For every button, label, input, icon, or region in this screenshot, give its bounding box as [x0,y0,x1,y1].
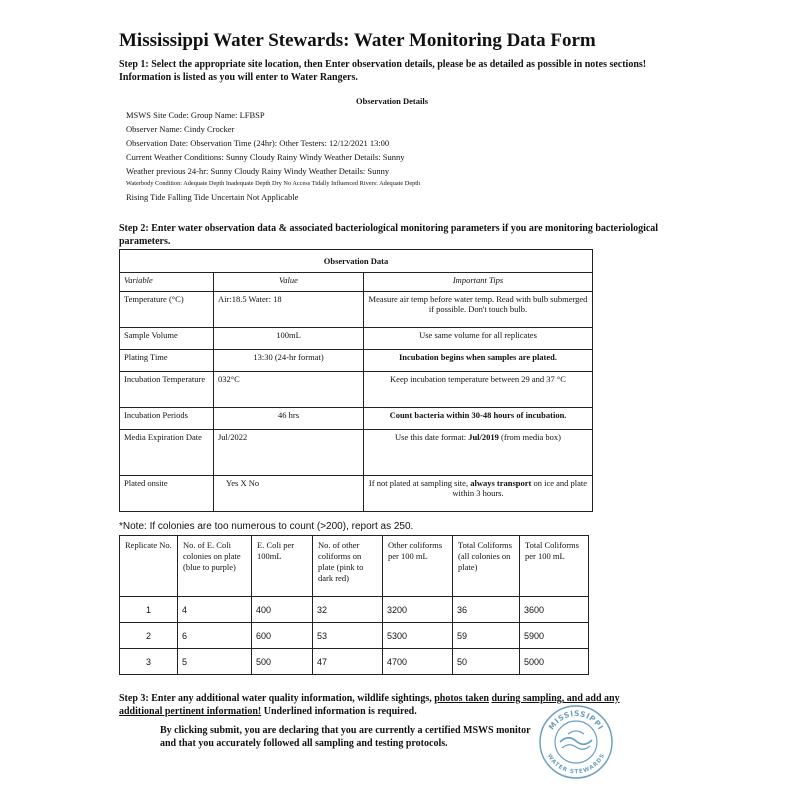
observation-data-table [119,249,593,512]
value-temperature[interactable]: Air:18.5 Water: 18 [214,292,364,328]
step3-text-end: Underlined information is required. [261,706,417,717]
variable-plating-time: Plating Time [120,350,214,372]
logo-wave-icon [560,738,592,745]
colony-count-note: *Note: If colonies are too numerous to count (>200), report as 250. [119,521,414,532]
other-coliforms-cell[interactable]: 53 [313,623,383,649]
header-important-tips: Important Tips [364,273,593,292]
tip-date-example: Jul/2019 [468,432,499,442]
other-coliforms-cell[interactable]: 32 [313,597,383,623]
logo-wave-icon [562,745,590,750]
total-per-100ml-cell[interactable]: 5900 [520,623,589,649]
other-coliforms-cell[interactable]: 47 [313,649,383,675]
tip-plating-bold: always transport [470,478,532,488]
total-coliforms-cell[interactable]: 36 [453,597,520,623]
value-incubation-periods[interactable]: 46 hrs [214,408,364,430]
value-media-expiration-date[interactable]: Jul/2022 [214,430,364,476]
total-coliforms-cell[interactable]: 59 [453,623,520,649]
detail-observation-date: Observation Date: Observation Time (24hr): Other Testers: 12/12/2021 13:00 [126,138,390,148]
variable-incubation-periods: Incubation Periods [120,408,214,430]
detail-current-weather: Current Weather Conditions: Sunny Cloudy Rainy Windy Weather Details: Sunny [126,152,405,162]
header-other-coliforms: No. of other coliforms on plate (pink to dark red) [313,536,383,597]
step3-required-info: during sampling, and add any additional pertinent information! [119,693,620,717]
value-plating-time[interactable]: 13:30 (24-hr format) [214,350,364,372]
certification-declaration: By clicking submit, you are declaring that you are currently a certified MSWS monitor and that you accurately followed all sampling and testing protocols. [160,725,531,749]
variable-plated-onsite: Plated onsite [120,476,214,512]
table-row [120,649,589,675]
ecoli-colonies-cell[interactable]: 4 [178,597,252,623]
tip-incubation-periods: Count bacteria within 30-48 hours of incubation. [364,408,593,430]
variable-media-expiration-date: Media Expiration Date [120,430,214,476]
step2-instructions: Step 2: Enter water observation data & associated bacteriological monitoring parameters if you are monitoring bacteriological parameters. [119,223,659,247]
replicate-number: 2 [120,623,178,649]
header-ecoli-colonies: No. of E. Coli colonies on plate (blue to purple) [178,536,252,597]
tip-plating-time: Incubation begins when samples are plated. [364,350,593,372]
ecoli-per-100ml-cell[interactable]: 400 [252,597,313,623]
variable-incubation-temperature: Incubation Temperature [120,372,214,408]
ecoli-colonies-cell[interactable]: 6 [178,623,252,649]
step3-text-start: Step 3: Enter any additional water quality information, wildlife sightings, [119,693,435,704]
step3-photos-taken: photos taken [434,693,489,704]
header-other-coliforms-per-100ml: Other coliforms per 100 mL [383,536,453,597]
tip-plating-suffix: on ice and plate within 3 hours. [452,478,588,498]
variable-sample-volume: Sample Volume [120,328,214,350]
tip-plated-onsite [364,476,593,512]
table-row [120,623,589,649]
replicate-number: 3 [120,649,178,675]
table-row [120,597,589,623]
total-coliforms-cell[interactable]: 50 [453,649,520,675]
tip-plating-prefix: If not plated at sampling site, [368,478,471,488]
detail-waterbody-condition: Waterbody Condition: Adequate Depth Inadequate Depth Dry No Access Tidally Influenced Rivers: Adequate Depth [126,180,421,187]
observation-data-caption: Observation Data [120,250,593,273]
header-total-coliforms-per-100ml: Total Coliforms per 100 mL [520,536,589,597]
detail-previous-weather: Weather previous 24-hr: Sunny Cloudy Rainy Windy Weather Details: Sunny [126,166,390,176]
tip-date-suffix: (from media box) [498,432,561,442]
header-total-coliforms: Total Coliforms (all colonies on plate) [453,536,520,597]
tip-media-expiration-date [364,430,593,476]
ecoli-per-100ml-cell[interactable]: 600 [252,623,313,649]
tip-sample-volume: Use same volume for all replicates [364,328,593,350]
ecoli-colonies-cell[interactable]: 5 [178,649,252,675]
logo-bottom-text: WATER STEWARDS [545,753,607,776]
total-per-100ml-cell[interactable]: 3600 [520,597,589,623]
other-per-100ml-cell[interactable]: 4700 [383,649,453,675]
variable-temperature: Temperature (°C) [120,292,214,328]
logo-top-text: MISSISSIPPI [546,708,606,732]
header-ecoli-per-100ml: E. Coli per 100mL [252,536,313,597]
header-variable: Variable [120,273,214,292]
total-per-100ml-cell[interactable]: 5000 [520,649,589,675]
bacteria-results-table [119,535,589,675]
tip-temperature: Measure air temp before water temp. Read with bulb submerged if possible. Don't touch bulb. [364,292,593,328]
value-incubation-temperature[interactable]: 032°C [214,372,364,408]
tip-date-prefix: Use this date format: [395,432,469,442]
detail-tidal-condition: Rising Tide Falling Tide Uncertain Not Applicable [126,192,299,202]
step1-instructions: Step 1: Select the appropriate site location, then Enter observation details, please be as detailed as possible in notes sections! Information is listed as you will enter to Water Rangers. [119,59,647,83]
detail-site-code: MSWS Site Code: Group Name: LFBSP [126,110,265,120]
detail-observer-name: Observer Name: Cindy Crocker [126,124,235,134]
other-per-100ml-cell[interactable]: 3200 [383,597,453,623]
tip-incubation-temperature: Keep incubation temperature between 29 and 37 °C [364,372,593,408]
logo-leaf-icon [568,731,584,734]
observation-details-heading: Observation Details [356,96,429,106]
mississippi-water-stewards-logo [538,704,614,780]
value-sample-volume[interactable]: 100mL [214,328,364,350]
header-replicate-no: Replicate No. [120,536,178,597]
header-value: Value [214,273,364,292]
replicate-number: 1 [120,597,178,623]
value-plated-onsite[interactable]: Yes X No [214,476,364,512]
other-per-100ml-cell[interactable]: 5300 [383,623,453,649]
ecoli-per-100ml-cell[interactable]: 500 [252,649,313,675]
form-title: Mississippi Water Stewards: Water Monitoring Data Form [119,30,596,51]
